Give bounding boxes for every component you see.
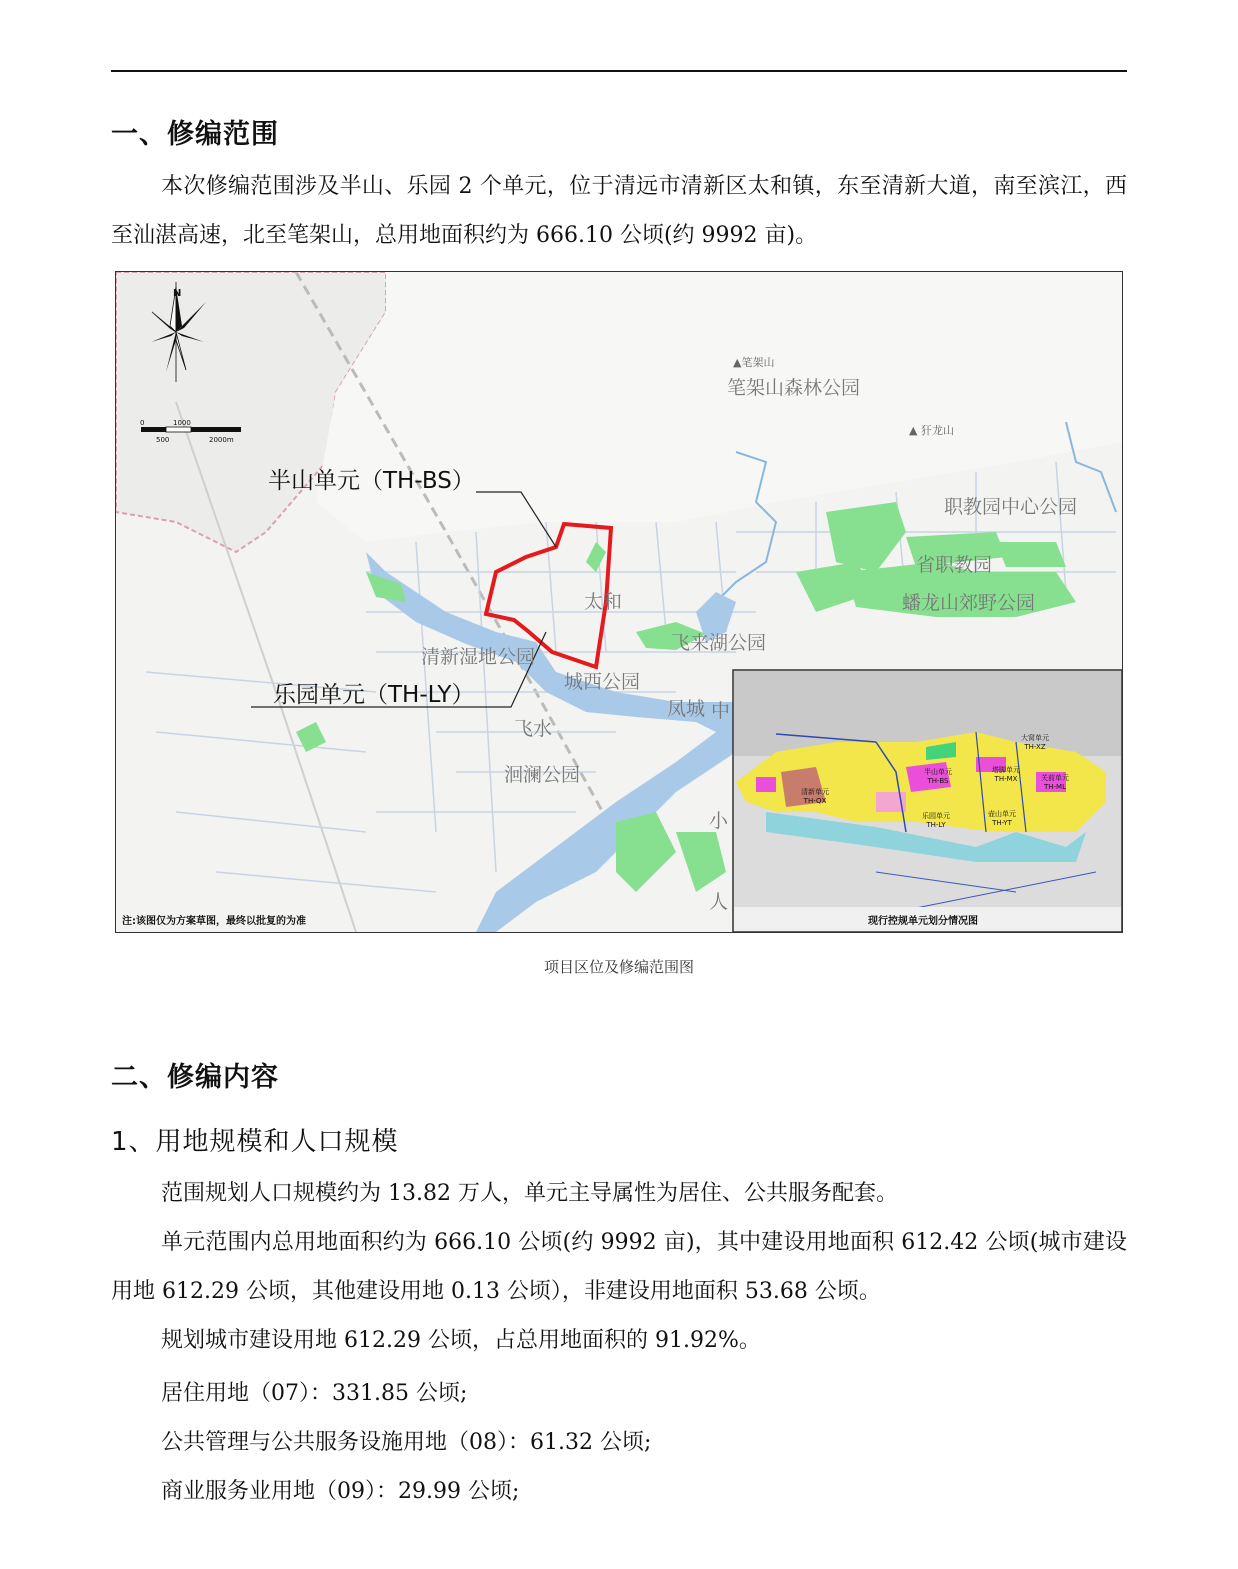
scale-label-1000: 1000 — [173, 419, 191, 427]
place-ren: 人 — [709, 891, 729, 913]
map-note: 注:该图仅为方案草图，最终以批复的为准 — [122, 916, 306, 927]
place-fengcheng: 凤城 — [667, 698, 706, 720]
inset-label-qx: 清新单元 TH-QX — [801, 788, 829, 805]
header-rule — [111, 70, 1127, 72]
unit-label-leyuan: 乐园单元（TH-LY） — [273, 682, 475, 708]
inset-map — [733, 670, 1122, 932]
inset-label-bs: 半山单元 TH-BS — [924, 768, 952, 785]
unit-label-banshan: 半山单元（TH-BS） — [268, 468, 475, 494]
park-bijia: 笔架山森林公园 — [727, 377, 861, 399]
figure-caption: 项目区位及修编范围图 — [543, 958, 694, 976]
place-zhong: 中 — [711, 700, 731, 722]
inset-caption: 现行控规单元划分情况图 — [868, 916, 978, 927]
park-feilai: 飞来湖公园 — [671, 632, 767, 654]
inset-label-yt: 壶山单元 TH-YT — [988, 810, 1016, 827]
park-zhijiao: 职教园中心公园 — [944, 496, 1078, 518]
section2-paragraph-1: 范围规划人口规模约为 13.82 万人，单元主导属性为居住、公共服务配套。 — [161, 1181, 898, 1206]
inset-label-xz: 大窝单元 TH-XZ — [1021, 734, 1049, 751]
scale-label-500: 500 — [156, 436, 170, 444]
place-sheng-zhijiao: 省职教园 — [916, 554, 993, 576]
inset-label-ly: 乐园单元 TH-LY — [922, 812, 950, 829]
section2-heading: 二、修编内容 — [111, 1062, 279, 1093]
mountain-bijia: ▲笔架山 — [733, 356, 775, 369]
scale-label-0: 0 — [140, 419, 145, 427]
scale-bar — [141, 427, 241, 432]
north-label: N — [173, 288, 182, 299]
scale-label-2000: 2000m — [209, 436, 234, 444]
place-feishui: 飞水 — [514, 718, 553, 740]
inset-label-mx: 塔脚单元 TH-MX — [992, 766, 1020, 783]
section1-paragraph: 本次修编范围涉及半山、乐园 2 个单元，位于清远市清新区太和镇，东至清新大道，南至滨江，西至汕湛高速，北至笔架山，总用地面积约为 666.10 公顷(约 9992 亩)。 — [111, 174, 1127, 248]
section2-paragraph-3: 规划城市建设用地 612.29 公顷，占总用地面积的 91.92%。 — [161, 1328, 761, 1353]
section1-heading: 一、修编范围 — [111, 119, 279, 150]
park-wetland: 清新湿地公园 — [421, 646, 536, 668]
park-panlong: 蟠龙山郊野公园 — [902, 592, 1036, 614]
inset-label-ml: 关前单元 TH-ML — [1041, 774, 1069, 791]
section2-subheading: 1、用地规模和人口规模 — [111, 1127, 399, 1157]
place-taihe: 太和 — [584, 591, 623, 613]
location-map — [115, 271, 1123, 933]
park-huilan: 洄澜公园 — [504, 764, 581, 786]
park-chengxi: 城西公园 — [564, 671, 641, 693]
place-xiao: 小 — [709, 810, 729, 832]
section2-paragraph-2: 单元范围内总用地面积约为 666.10 公顷(约 9992 亩)，其中建设用地面积 612.42 公顷(城市建设用地 612.29 公顷，其他建设用地 0.13 公顷），非建设用地面积 53.68 公顷。 — [111, 1230, 1127, 1304]
land-use-item: 公共管理与公共服务设施用地（08）：61.32 公顷; — [161, 1430, 652, 1455]
land-use-item: 居住用地（07）：331.85 公顷; — [161, 1381, 468, 1406]
mountain-kailong: ▲ 犴龙山 — [909, 424, 954, 437]
land-use-item: 商业服务业用地（09）：29.99 公顷; — [161, 1479, 520, 1504]
